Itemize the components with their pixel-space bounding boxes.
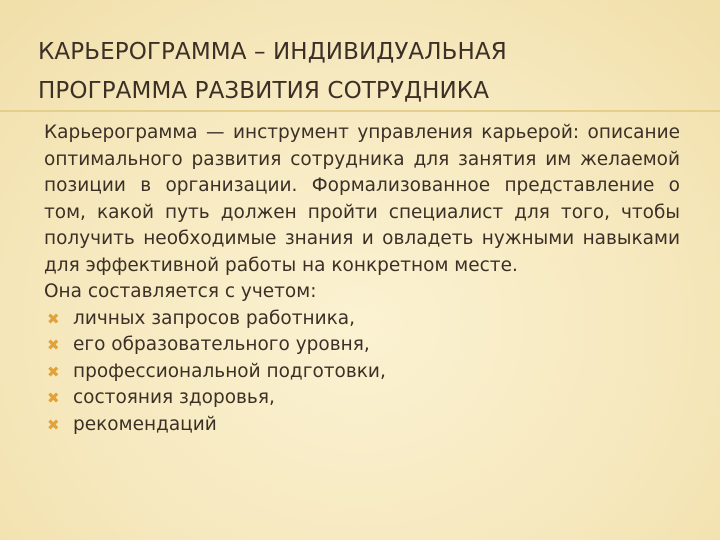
list-item <box>44 306 680 333</box>
list-item-text: его образовательного уровня, <box>73 334 370 355</box>
list-item <box>44 359 680 386</box>
x-mark-icon: ✖ <box>47 336 60 354</box>
x-mark-icon: ✖ <box>47 415 60 434</box>
intro-line: Она составляется с учетом: <box>44 281 317 302</box>
list-item-text: состояния здоровья, <box>73 387 275 408</box>
slide-body <box>44 120 680 438</box>
title-line-1: КАРЬЕРОГРАММА – ИНДИВИДУАЛЬНАЯ <box>38 39 507 65</box>
list-item-text: личных запросов работника, <box>73 307 356 329</box>
list-item <box>44 385 680 412</box>
list-item-text: рекомендаций <box>73 413 217 435</box>
x-mark-icon: ✖ <box>47 309 60 328</box>
list-item-text: профессиональной подготовки, <box>73 360 386 382</box>
list-item <box>44 332 680 359</box>
list-item <box>44 412 680 439</box>
x-mark-icon: ✖ <box>47 389 60 407</box>
title-line-2: ПРОГРАММА РАЗВИТИЯ СОТРУДНИКА <box>38 78 490 104</box>
x-mark-icon: ✖ <box>47 362 60 381</box>
definition-paragraph: Карьерограмма — инструмент управления карьерой: описание оптимального развития сотрудника для занятия им желаемой позиции в организации. Формализованное представление о том, какой путь должен пройти специалист для того, чтобы получить необходимые знания и овладеть нужными навыками для эффективной работы на конкретном месте. <box>44 122 680 276</box>
factor-list <box>44 306 680 439</box>
slide-title <box>38 33 698 111</box>
title-divider <box>0 110 720 112</box>
